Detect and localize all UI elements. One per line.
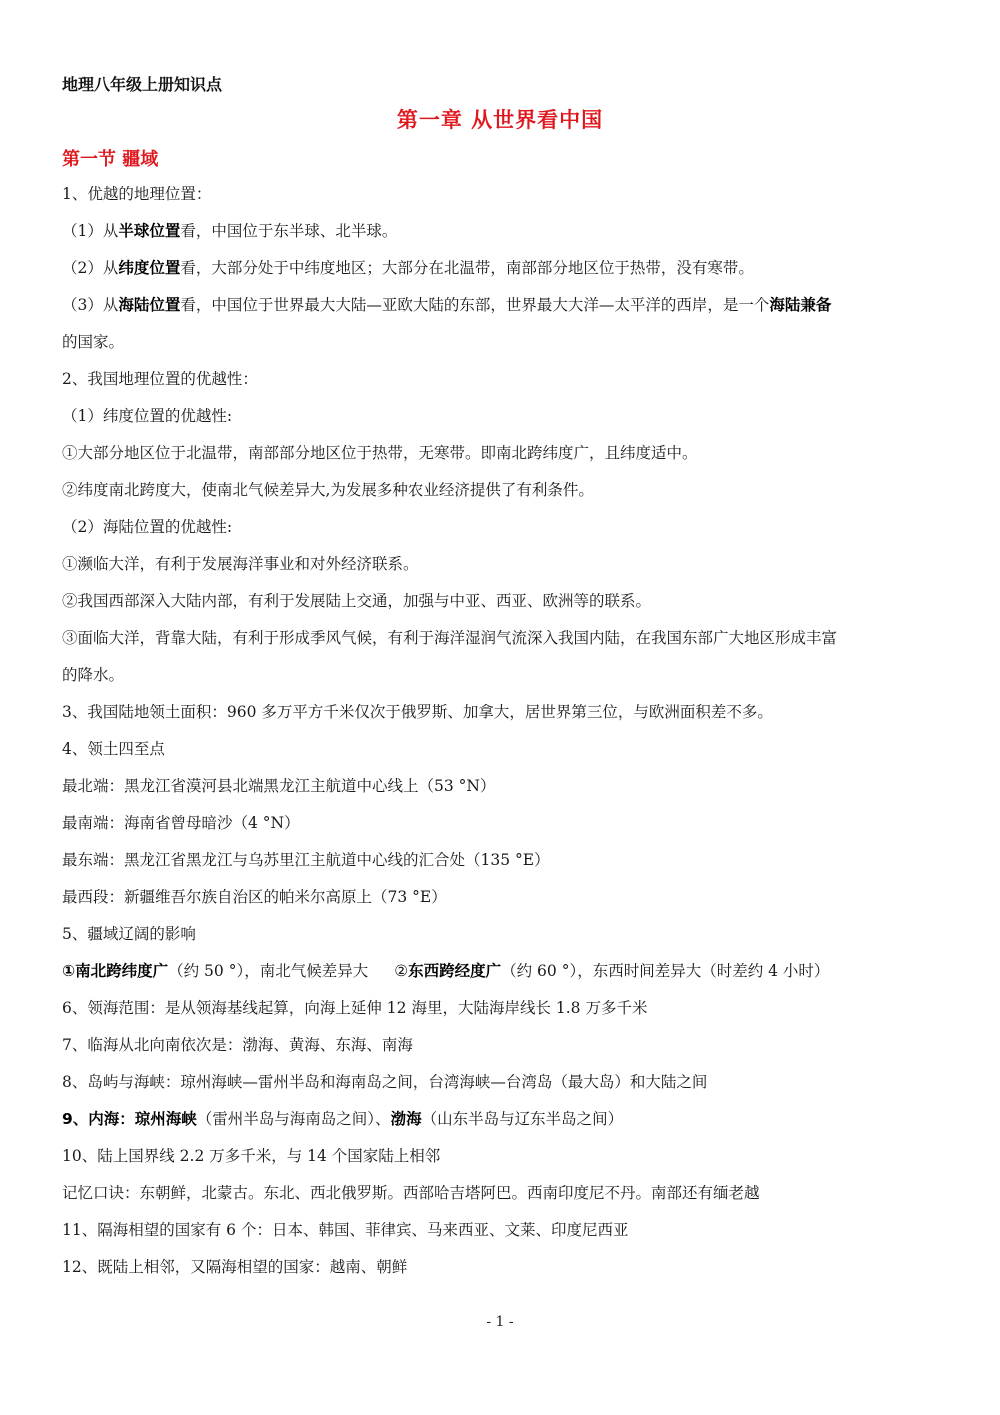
text-run: （2）从 [62,259,119,277]
bold-term: 9、内海：琼州海峡 [62,1110,197,1128]
text-line: ①濒临大洋，有利于发展海洋事业和对外经济联系。 [62,555,419,573]
text-line [62,213,952,250]
section-title: 第一节 疆域 [62,149,159,170]
text-run: （约 50 °），南北气候差异大 [168,962,369,980]
text-line [62,953,952,990]
text-run: （1）从 [62,222,119,240]
text-line: ①大部分地区位于北温带，南部部分地区位于热带，无寒带。即南北跨纬度广，且纬度适中。 [62,444,698,462]
text-line: 11、隔海相望的国家有 6 个：日本、韩国、菲律宾、马来西亚、文莱、印度尼西亚 [62,1221,629,1239]
text-line: 6、领海范围：是从领海基线起算，向海上延伸 12 海里，大陆海岸线长 1.8 万多千米 [62,999,648,1017]
text-line: 8、岛屿与海峡：琼州海峡—雷州半岛和海南岛之间，台湾海峡—台湾岛（最大岛）和大陆之间 [62,1073,708,1091]
text-line: （1）纬度位置的优越性: [62,407,233,425]
text-line [62,250,952,287]
document-title: 地理八年级上册知识点 [62,75,223,94]
text-line: 最南端：海南省曾母暗沙（4 °N） [62,814,300,832]
chapter-title: 第一章 从世界看中国 [396,108,604,132]
bold-term: 纬度位置 [118,259,181,277]
bold-term: 海陆位置 [118,296,181,314]
text-run: ② [394,962,409,980]
text-line: 3、我国陆地领土面积：960 多万平方千米仅次于俄罗斯、加拿大，居世界第三位，与欧洲面积差不多。 [62,703,773,721]
text-run: （3）从 [62,296,119,314]
text-line: 最东端：黑龙江省黑龙江与乌苏里江主航道中心线的汇合处（135 °E） [62,851,550,869]
text-run: 看，中国位于东半球、北半球。 [180,222,398,240]
text-line: 12、既陆上相邻，又隔海相望的国家：越南、朝鲜 [62,1258,408,1276]
text-line: 的国家。 [62,333,125,351]
bold-term: 东西跨经度广 [408,962,502,980]
bold-term: 渤海 [390,1110,422,1128]
text-line: 5、疆域辽阔的影响 [62,925,196,943]
text-line: ②纬度南北跨度大，使南北气候差异大,为发展多种农业经济提供了有利条件。 [62,481,594,499]
text-line: ②我国西部深入大陆内部，有利于发展陆上交通，加强与中亚、西亚、欧洲等的联系。 [62,592,652,610]
text-run: （雷州半岛与海南岛之间）、 [196,1110,391,1128]
text-line: 记忆口诀：东朝鲜，北蒙古。东北、西北俄罗斯。西部哈吉塔阿巴。西南印度尼不丹。南部还有缅老越 [62,1184,760,1202]
text-run: （山东半岛与辽东半岛之间） [421,1110,624,1128]
text-line: 最西段：新疆维吾尔族自治区的帕米尔高原上（73 °E） [62,888,447,906]
text-line [62,1101,952,1138]
text-line: ③面临大洋，背靠大陆，有利于形成季风气候，有利于海洋湿润气流深入我国内陆，在我国东部广大地区形成丰富 [62,629,838,647]
text-run: 看，中国位于世界最大大陆—亚欧大陆的东部，世界最大大洋—太平洋的西岸，是一个 [180,296,770,314]
text-run: （约 60 °），东西时间差异大（时差约 4 小时） [501,962,830,980]
bold-term: 海陆兼备 [769,296,832,314]
text-line: 最北端：黑龙江省漠河县北端黑龙江主航道中心线上（53 °N） [62,777,496,795]
text-line: 4、领土四至点 [62,740,165,758]
text-run: 看，大部分处于中纬度地区；大部分在北温带，南部部分地区位于热带，没有寒带。 [180,259,754,277]
text-line [62,287,952,324]
bold-term: ①南北跨纬度广 [62,962,169,980]
text-line: 7、临海从北向南依次是：渤海、黄海、东海、南海 [62,1036,413,1054]
text-line: （2）海陆位置的优越性: [62,518,233,536]
text-line: 10、陆上国界线 2.2 万多千米，与 14 个国家陆上相邻 [62,1147,441,1165]
document-body [62,176,952,1286]
text-line: 1、优越的地理位置： [62,185,212,203]
page-number: - 1 - [486,1314,514,1330]
bold-term: 半球位置 [118,222,181,240]
text-line: 2、我国地理位置的优越性： [62,370,258,388]
text-line: 的降水。 [62,666,125,684]
